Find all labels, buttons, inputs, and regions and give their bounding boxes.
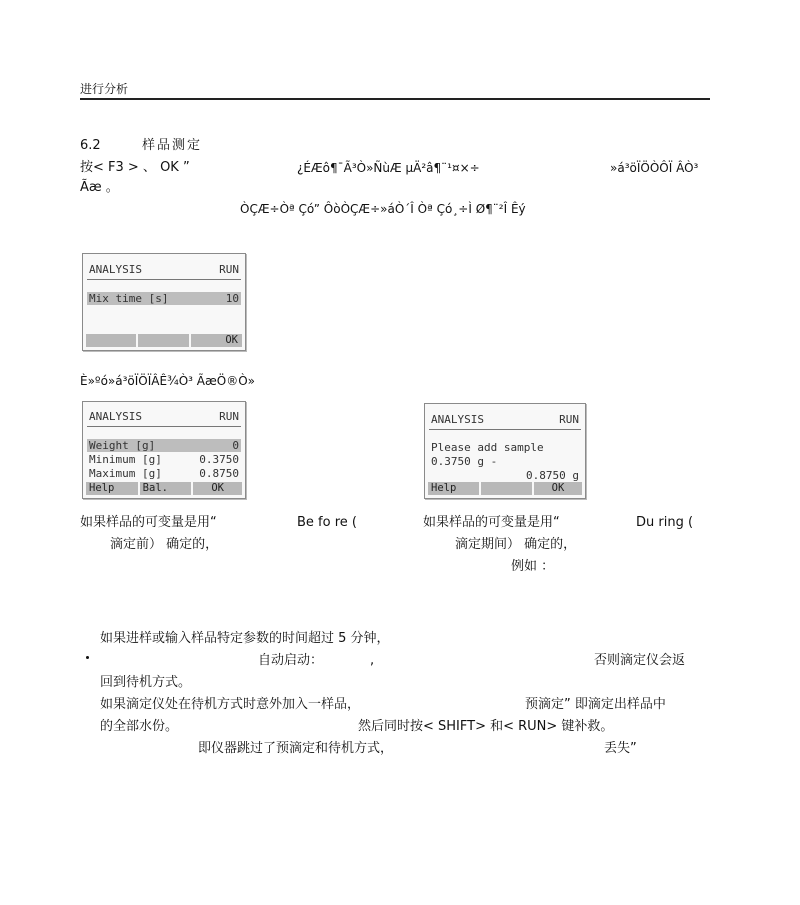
screen3-header [431,413,579,426]
screen1-status: RUN [219,263,239,276]
screen1-softkey-ok: OK [191,334,242,347]
note-line6-right: 丢失” [604,741,637,756]
screens-caption-garbled: È»ºó»á³öÏÖÏÂÊ¾Ò³ ÃæÖ®Ò» [80,374,256,388]
screen3-softkey-blank [481,482,532,495]
screen1-divider [87,279,241,280]
screen1-field-row [87,292,241,305]
screen2-row-minimum [89,453,239,466]
screen1-softkey-2 [138,334,188,347]
screen2-row0-value: 0 [232,439,239,452]
note-line2-right: 否则滴定仪会返 [594,653,686,668]
note-line5-left: 的全部水份。 [100,719,179,734]
section-line1-garbled-mid: ¿ÉÆô¶¯Ã³Ò»ÑùÆ µÄ²â¶¨¹¤×÷ [297,161,480,175]
screen-weight-range [82,401,246,499]
section-line3: ÒÇÆ÷Òª Çó” ÔòÒÇÆ÷»áÒ´Î Òª Çó¸÷Ì Ø¶¨²Î Êý [240,202,526,216]
screen-add-sample [424,403,586,499]
section-title: 样品测定 [142,138,203,153]
screen2-softkeys [86,482,242,495]
note-line2-mid: 自动启动： [258,653,324,668]
screen1-field-value: 10 [225,292,239,305]
screen2-row1-value: 0.3750 [199,453,239,466]
screen3-softkeys [428,482,582,495]
note-line6-mid: 即仪器跳过了预滴定和待机方式， [198,741,394,756]
screen2-status: RUN [219,410,239,423]
left-caption-line1-a: 如果样品的可变量是用“ [80,515,217,530]
screen1-header [89,263,239,276]
screen3-softkey-help: Help [428,482,479,495]
screen2-row-weight [87,439,241,452]
note-line4-right: 预滴定” 即滴定出样品中 [525,697,666,712]
section-line2: Ãæ 。 [80,180,119,195]
note-line1: 如果进样或输入样品特定参数的时间超过 5 分钟， [100,631,390,646]
note-bullet [86,656,89,659]
screen2-softkey-bal: Bal. [140,482,192,495]
left-caption-line1-b: Be fo re ( [297,515,357,530]
screen2-row-maximum [89,467,239,480]
right-caption-line1-a: 如果样品的可变量是用“ [423,515,560,530]
note-line3: 回到待机方式。 [100,675,192,690]
screen2-row0-label: Weight [g] [89,439,156,452]
section-line1-garbled-right: »á³öÏÖÒÔÏ ÂÒ³ [610,161,699,175]
screen2-header [89,410,239,423]
right-caption-line3: 例如 ： [511,559,555,574]
page-header-title: 进行分析 [80,82,129,96]
screen2-title: ANALYSIS [89,410,142,423]
screen3-status: RUN [559,413,579,426]
note-line4-left: 如果滴定仪处在待机方式时意外加入一样品， [100,697,361,712]
right-caption-line1-b: Du ring ( [636,515,694,530]
screen1-softkeys [86,334,242,347]
screen2-divider [87,426,241,427]
screen3-line2: 0.3750 g - [431,455,498,468]
screen2-softkey-help: Help [86,482,138,495]
screen2-row1-label: Minimum [g] [89,453,162,466]
section-line1-prefix: 按< F3 > 、 OK ” [80,160,190,175]
screen2-row2-value: 0.8750 [199,467,239,480]
screen2-row2-label: Maximum [g] [89,467,162,480]
note-line2-comma: , [370,653,375,668]
screen3-line1: Please add sample [431,441,544,454]
screen1-field-label: Mix time [s] [89,292,169,305]
screen1-title: ANALYSIS [89,263,142,276]
screen3-softkey-ok: OK [534,482,582,495]
right-caption-line2: 滴定期间） 确定的， [455,537,577,552]
screen-mix-time [82,253,246,351]
screen3-title: ANALYSIS [431,413,484,426]
screen2-softkey-ok: OK [193,482,242,495]
screen1-softkey-1 [86,334,136,347]
screen3-line3: 0.8750 g [526,469,579,482]
note-line5-right: 然后同时按< SHIFT> 和< RUN> 键补救。 [358,719,614,734]
header-rule [80,98,710,100]
section-number: 6.2 [80,138,101,153]
screen3-divider [429,429,581,430]
left-caption-line2: 滴定前） 确定的， [110,537,219,552]
